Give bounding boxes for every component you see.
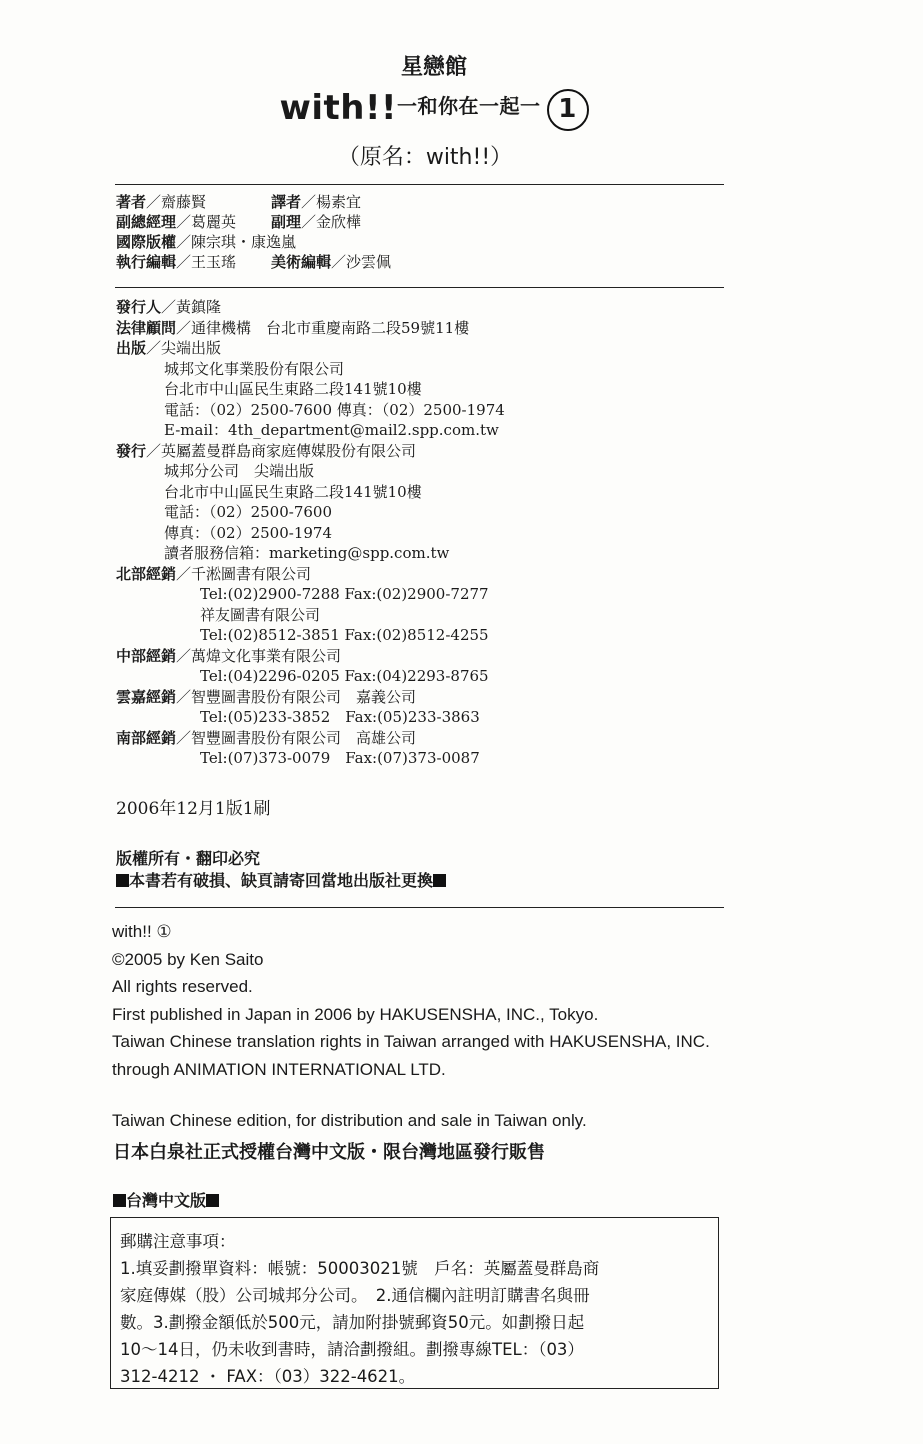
publishing-line [116, 441, 416, 462]
book-subtitle: 一和你在一起一 [397, 94, 541, 118]
edition-note: Taiwan Chinese edition, for distribution and sale in Taiwan only. [112, 1111, 587, 1130]
publishing-value: 台北市中山區民生東路二段141號10樓 [164, 482, 422, 501]
publishing-value: 城邦分公司 尖端出版 [164, 462, 315, 480]
publishing-value: ／萬煒文化事業有限公司 [176, 646, 342, 665]
publishing-role: 發行 [116, 441, 147, 460]
publishing-line [200, 625, 489, 646]
publishing-value: 台北市中山區民生東路二段141號10樓 [164, 380, 422, 398]
publishing-line [164, 502, 332, 523]
original-title: （原名：with!!） [337, 145, 513, 170]
notice-line: 家庭傳媒（股）公司城邦分公司。 2.通信欄內註明訂購書名與冊 [120, 1286, 590, 1305]
publishing-value: Tel:(07)373-0079 Fax:(07)373-0087 [200, 749, 480, 767]
taiwan-edition-label: 台灣中文版 [113, 1188, 219, 1211]
publishing-role: 出版 [116, 339, 147, 357]
credit-row [116, 232, 296, 252]
credit-name: ／葛麗英 [176, 213, 237, 231]
credit-role: 美術編輯 [271, 253, 332, 271]
publishing-line [164, 359, 344, 380]
publishing-line [164, 482, 422, 503]
publishing-line [200, 707, 480, 728]
mail-order-notice [110, 1217, 719, 1389]
notice-line: 1.填妥劃撥單資料：帳號：50003021號 戶名：英屬蓋曼群島商 [120, 1259, 600, 1278]
black-square-icon [113, 1194, 126, 1207]
black-square-icon [206, 1194, 219, 1207]
publishing-line [164, 400, 505, 421]
publishing-line [164, 420, 499, 441]
publishing-line [200, 605, 320, 626]
credit-row [271, 212, 361, 232]
publishing-role: 雲嘉經銷 [116, 687, 177, 706]
publishing-value: Tel:(02)2900-7288 Fax:(02)2900-7277 [200, 585, 489, 603]
publishing-line [116, 728, 416, 749]
license-line: 日本白泉社正式授權台灣中文版・限台灣地區發行販售 [113, 1142, 545, 1163]
credit-name: ／金欣樺 [301, 213, 362, 231]
credit-name: ／齋藤賢 [146, 193, 207, 211]
publishing-value: 讀者服務信箱：marketing@spp.com.tw [164, 544, 450, 562]
publishing-value: ／智豐圖書股份有限公司 嘉義公司 [176, 687, 417, 706]
print-date: 2006年12月1版1刷 [116, 799, 271, 819]
credit-role: 執行編輯 [116, 253, 177, 271]
publishing-value: E-mail：4th_department@mail2.spp.com.tw [164, 421, 499, 439]
credit-row [116, 252, 236, 272]
publishing-line [200, 748, 480, 769]
publishing-line [164, 379, 422, 400]
publishing-line [116, 318, 469, 339]
publishing-value: ／通律機構 台北市重慶南路二段59號11樓 [176, 318, 470, 337]
publishing-line [116, 564, 311, 585]
publishing-role: 發行人 [116, 298, 162, 316]
credit-role: 譯者 [271, 193, 302, 211]
publishing-value: Tel:(04)2296-0205 Fax:(04)2293-8765 [200, 667, 489, 685]
publishing-value: 電話：（02）2500-7600 傳真：（02）2500-1974 [164, 400, 505, 419]
credit-role: 國際版權 [116, 233, 177, 251]
publishing-line [116, 646, 341, 667]
publishing-value: ／英屬蓋曼群島商家庭傳媒股份有限公司 [146, 441, 417, 460]
credit-name: ／陳宗琪・康逸嵐 [176, 233, 297, 251]
publishing-value: ／千淞圖書有限公司 [176, 564, 312, 583]
publishing-value: ／尖端出版 [146, 339, 222, 357]
publishing-value: 傳真：（02）2500-1974 [164, 523, 333, 542]
publishing-role: 南部經銷 [116, 728, 177, 747]
publishing-value: 城邦文化事業股份有限公司 [164, 359, 345, 378]
publishing-line [164, 523, 332, 544]
publishing-line [164, 461, 314, 482]
publishing-line [164, 543, 449, 564]
defect-notice: 本書若有破損、缺頁請寄回當地出版社更換 [116, 868, 446, 891]
credit-role: 副總經理 [116, 213, 177, 231]
publishing-value: Tel:(02)8512-3851 Fax:(02)8512-4255 [200, 626, 489, 644]
divider [115, 907, 724, 908]
english-line: First published in Japan in 2006 by HAKUSENSHA, INC., Tokyo. [112, 1004, 599, 1024]
credit-name: ／王玉瑤 [176, 253, 237, 271]
black-square-icon [116, 874, 129, 887]
book-title-row [0, 88, 868, 131]
book-title: with!! [279, 88, 398, 128]
notice-line: 10～14日，仍未收到書時，請洽劃撥組。劃撥專線TEL：（03） [120, 1340, 584, 1359]
publishing-role: 法律顧問 [116, 318, 177, 337]
publishing-value: ／黃鎮隆 [161, 298, 222, 316]
credit-row [116, 212, 236, 232]
publishing-line [116, 687, 416, 708]
notice-line: 郵購注意事項： [120, 1232, 236, 1251]
volume-number: 1 [547, 89, 589, 131]
credit-row [271, 192, 361, 212]
notice-line: 312-4212 ・ FAX：（03）322-4621。 [120, 1367, 416, 1386]
publishing-line [116, 297, 221, 318]
credit-row [116, 192, 206, 212]
publishing-line [200, 666, 489, 687]
publishing-value: ／智豐圖書股份有限公司 高雄公司 [176, 728, 417, 747]
publishing-role: 北部經銷 [116, 564, 177, 583]
notice-line: 數。3.劃撥金額低於500元，請加附掛號郵資50元。如劃撥日起 [120, 1313, 585, 1332]
english-line: ©2005 by Ken Saito [112, 949, 264, 969]
publishing-value: Tel:(05)233-3852 Fax:(05)233-3863 [200, 708, 480, 726]
publishing-line [200, 584, 489, 605]
credit-row [271, 252, 391, 272]
publisher-name: 星戀館 [400, 55, 467, 80]
publishing-value: 電話：（02）2500-7600 [164, 503, 333, 521]
publishing-value: 祥友圖書有限公司 [200, 605, 321, 624]
english-line: through ANIMATION INTERNATIONAL LTD. [112, 1059, 446, 1079]
divider [115, 287, 724, 288]
publishing-role: 中部經銷 [116, 646, 177, 665]
credit-name: ／沙雲佩 [331, 253, 392, 271]
divider [115, 184, 724, 185]
credit-role: 著者 [116, 193, 147, 211]
english-line: Taiwan Chinese translation rights in Taiwan arranged with HAKUSENSHA, INC. [112, 1032, 710, 1051]
credit-role: 副理 [271, 213, 302, 231]
copyright-notice: 版權所有・翻印必究 [116, 849, 261, 868]
english-line: All rights reserved. [112, 977, 253, 996]
publishing-line [116, 338, 221, 359]
credit-name: ／楊素宜 [301, 193, 362, 211]
english-line: with!! ① [112, 922, 172, 941]
black-square-icon [433, 874, 446, 887]
